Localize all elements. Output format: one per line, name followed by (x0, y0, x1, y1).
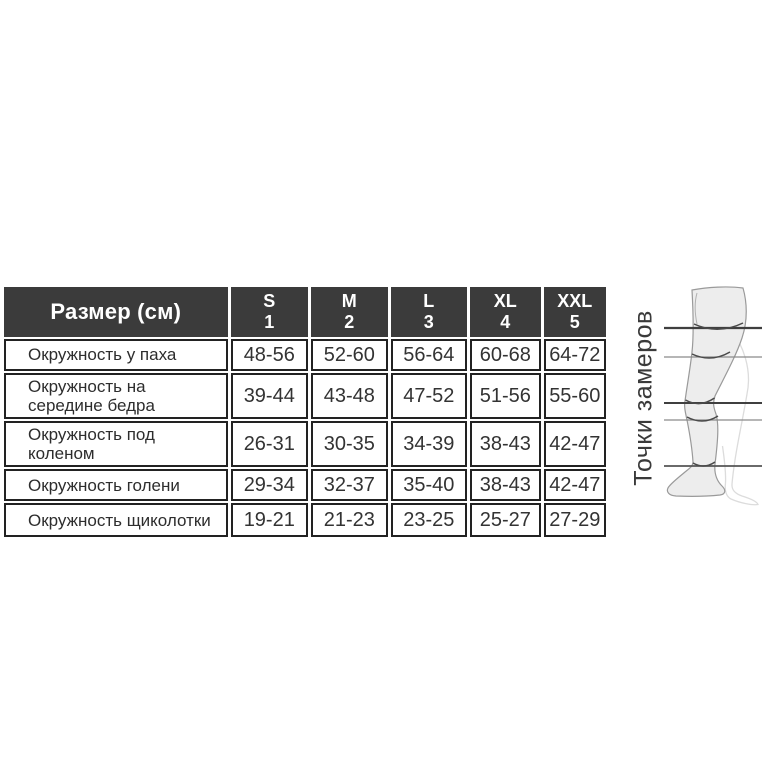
row-label: Окружность щиколотки (4, 503, 228, 537)
size-letter: S (263, 291, 276, 312)
row-label: Окружность на середине бедра (4, 373, 228, 419)
cell-value: 29-34 (231, 469, 309, 501)
row-label: Окружность под коленом (4, 421, 228, 467)
leg-caption: Точки замеров (629, 310, 658, 486)
cell-value: 42-47 (544, 421, 606, 467)
size-header-title: Размер (см) (4, 287, 228, 337)
table-row-calf (4, 469, 606, 501)
cell-value: 60-68 (470, 339, 540, 371)
cell-value: 26-31 (231, 421, 309, 467)
size-col-header-s (231, 287, 309, 337)
size-number: 1 (264, 312, 275, 332)
size-number: 3 (423, 312, 434, 332)
leg-measurement-diagram (626, 278, 768, 512)
cell-value: 55-60 (544, 373, 606, 419)
size-number: 5 (569, 312, 580, 332)
cell-value: 25-27 (470, 503, 540, 537)
size-letter: XXL (557, 291, 593, 312)
size-table (1, 285, 609, 539)
cell-value: 35-40 (391, 469, 468, 501)
cell-value: 19-21 (231, 503, 309, 537)
cell-value: 38-43 (470, 421, 540, 467)
size-col-header-xl (470, 287, 540, 337)
cell-value: 30-35 (311, 421, 388, 467)
cell-value: 38-43 (470, 469, 540, 501)
cell-value: 56-64 (391, 339, 468, 371)
cell-value: 23-25 (391, 503, 468, 537)
table-row-ankle (4, 503, 606, 537)
cell-value: 64-72 (544, 339, 606, 371)
cell-value: 42-47 (544, 469, 606, 501)
table-row-mid-thigh (4, 373, 606, 419)
row-label: Окружность голени (4, 469, 228, 501)
size-letter: L (423, 291, 435, 312)
cell-value: 34-39 (391, 421, 468, 467)
table-row-groin (4, 339, 606, 371)
cell-value: 48-56 (231, 339, 309, 371)
cell-value: 27-29 (544, 503, 606, 537)
table-row-below-knee (4, 421, 606, 467)
size-col-header-m (311, 287, 388, 337)
row-label: Окружность у паха (4, 339, 228, 371)
size-letter: M (341, 291, 357, 312)
size-number: 2 (344, 312, 355, 332)
size-col-header-xxl (544, 287, 606, 337)
cell-value: 39-44 (231, 373, 309, 419)
cell-value: 47-52 (391, 373, 468, 419)
size-letter: XL (493, 291, 517, 312)
size-number: 4 (500, 312, 511, 332)
cell-value: 32-37 (311, 469, 388, 501)
cell-value: 51-56 (470, 373, 540, 419)
cell-value: 52-60 (311, 339, 388, 371)
size-col-header-l (391, 287, 468, 337)
cell-value: 43-48 (311, 373, 388, 419)
cell-value: 21-23 (311, 503, 388, 537)
size-table-header-row (4, 287, 606, 337)
